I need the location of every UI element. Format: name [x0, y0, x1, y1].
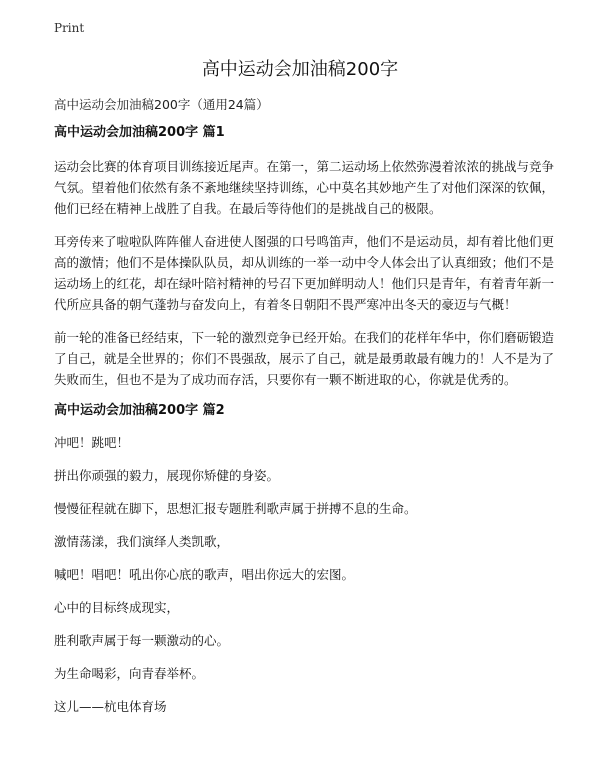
section-2-line: 激情荡漾，我们演绎人类凯歌，: [54, 534, 230, 549]
section-2-line: 冲吧！跳吧！: [54, 435, 130, 450]
section-2-line: 为生命喝彩，向青春举杯。: [54, 666, 205, 681]
section-2-line: 心中的目标终成现实，: [54, 600, 180, 615]
section-2-line: 慢慢征程就在脚下，思想汇报专题胜利歌声属于拼搏不息的生命。: [54, 501, 417, 516]
section-2-line: 喊吧！唱吧！吼出你心底的歌声，唱出你远大的宏图。: [54, 567, 355, 582]
section-1-paragraph: 运动会比赛的体育项目训练接近尾声。在第一，第二运动场上依然弥漫着浓浓的挑战与竞争气氛。望着他们依然有条不紊地继续坚持训练，心中莫名其妙地产生了对他们深深的钦佩，他们已经在精神上战胜了自我。在最后等待他们的是挑战自己的极限。: [54, 159, 555, 216]
page-title: 高中运动会加油稿200字: [201, 59, 399, 80]
print-label[interactable]: Print: [54, 21, 85, 35]
section-1-paragraph: 前一轮的准备已经结束，下一轮的激烈竞争已经开始。在我们的花样年华中，你们磨砺锻造了自己，就是全世界的；你们不畏强敌，展示了自己，就是最勇敢最有魄力的！人不是为了失败而生，但也不是为了成功而存活，只要你有一颗不断进取的心，你就是优秀的。: [54, 330, 555, 387]
article-body: [54, 124, 554, 731]
section-2-line: 拼出你顽强的毅力，展现你矫健的身姿。: [54, 468, 280, 483]
section-2-line: 这儿——杭电体育场: [54, 699, 167, 714]
section-2-line: 胜利歌声属于每一颗激动的心。: [54, 633, 230, 648]
document-subtitle: 高中运动会加油稿200字（通用24篇）: [54, 97, 269, 112]
section-1-paragraph: 耳旁传来了啦啦队阵阵催人奋进使人图强的口号鸣笛声，他们不是运动员，却有着比他们更高的激情；他们不是体操队队员，却从训练的一举一动中令人体会出了认真细致；他们不是运动场上的红花，却在绿叶陪衬精神的号召下更加鲜明动人！他们只是青年，有着青年新一代所应具备的朝气蓬勃与奋发向上，有着冬日朝阳不畏严寒冲出冬天的豪迈与气概！: [54, 234, 555, 312]
section-2-heading: 高中运动会加油稿200字 篇2: [54, 403, 225, 418]
section-1-heading: 高中运动会加油稿200字 篇1: [54, 125, 225, 140]
